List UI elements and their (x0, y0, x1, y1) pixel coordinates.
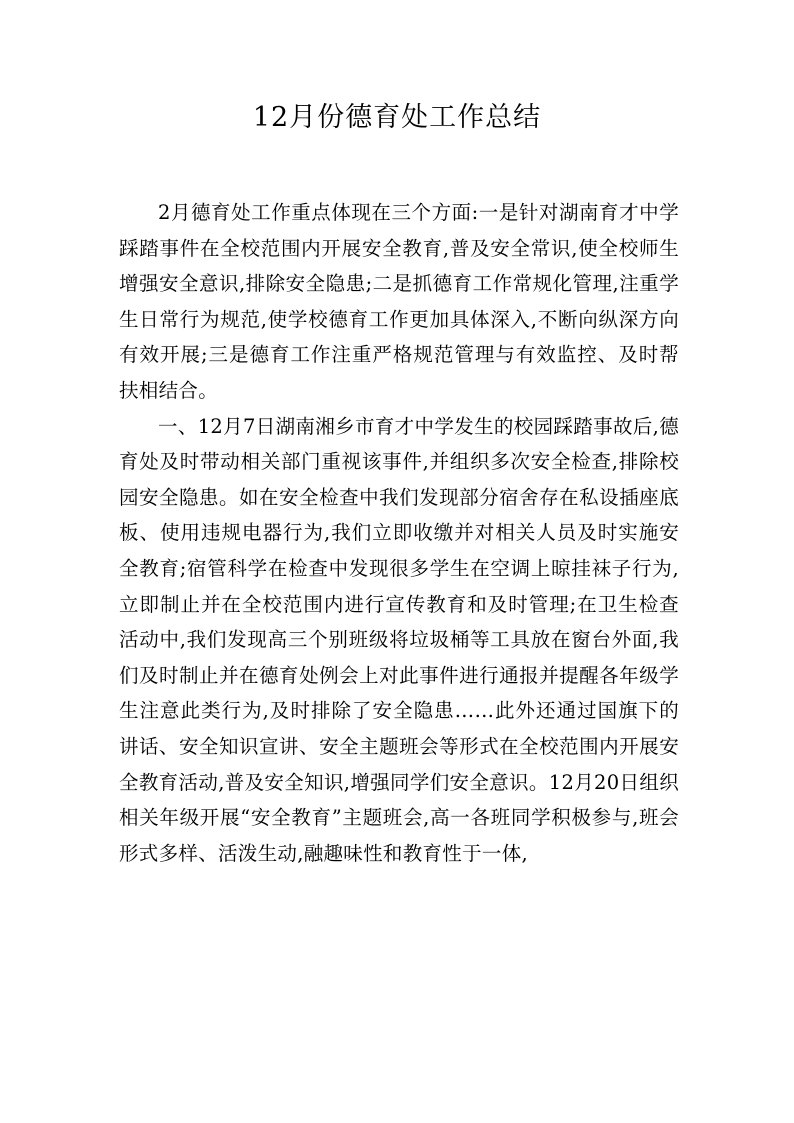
paragraph-summary: 2月德育处工作重点体现在三个方面:一是针对湖南育才中学踩踏事件在全校范围内开展安全教育,普及安全常识,使全校师生增强安全意识,排除安全隐患;二是抓德育工作常规化管理,注重学生日常行为规范,使学校德育工作更加具体深入,不断向纵深方向有效开展;三是德育工作注重严格规范管理与有效监控、及时帮扶相结合。 (119, 201, 679, 402)
paragraph-section-one: 一、12月7日湖南湘乡市育才中学发生的校园踩踏事故后,德育处及时带动相关部门重视该事件,并组织多次安全检查,排除校园安全隐患。如在安全检查中我们发现部分宿舍存在私设插座底板、使用违规电器行为,我们立即收缴并对相关人员及时实施安全教育;宿管科学在检查中发现很多学生在空调上晾挂袜子行为,立即制止并在全校范围内进行宣传教育和及时管理;在卫生检查活动中,我们发现高三个别班级将垃圾桶等工具放在窗台外面,我们及时制止并在德育处例会上对此事件进行通报并提醒各年级学生注意此类行为,及时排除了安全隐患……此外还通过国旗下的讲话、安全知识宣讲、安全主题班会等形式在全校范围内开展安全教育活动,普及安全知识,增强同学们安全意识。12月20日组织相关年级开展“安全教育”主题班会,高一各班同学积极参与,班会形式多样、活泼生动,融趣味性和教育性于一体, (119, 414, 679, 865)
document-title: 12月份德育处工作总结 (252, 102, 542, 133)
document-body (119, 195, 679, 871)
